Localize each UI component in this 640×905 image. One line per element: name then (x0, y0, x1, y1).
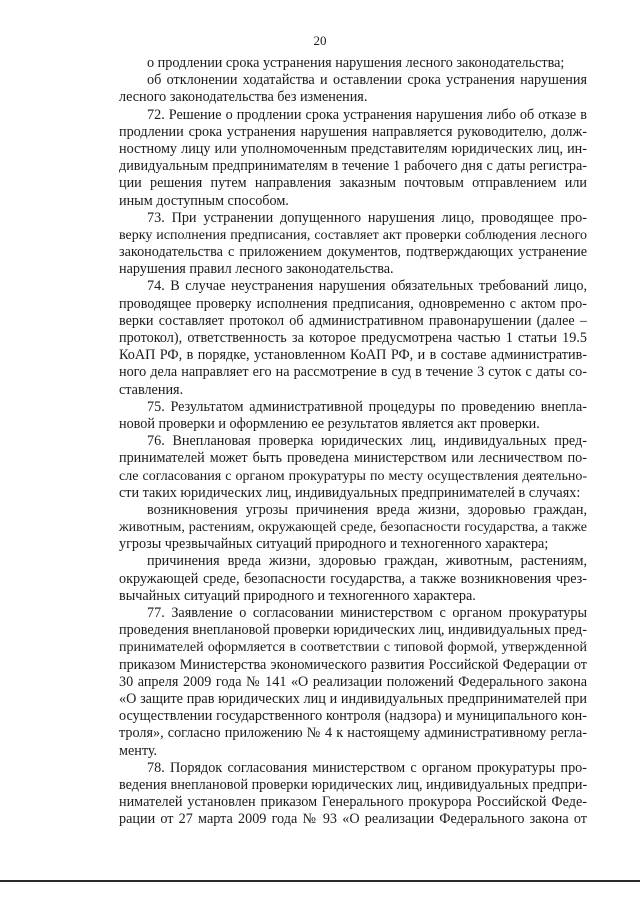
text-line: возникновения угрозы причинения вреда жизни, здоровью граждан, (147, 501, 587, 518)
text-line: КоАП РФ, в порядке, установленном КоАП РФ, и в составе административ- (119, 347, 587, 364)
text-line: об отклонении ходатайства и оставлении срока устранения нарушения (147, 72, 587, 89)
text-line: продлении срока устранения нарушения направляется руководителю, долж- (119, 123, 587, 140)
text-line: животным, растениям, окружающей среде, безопасности государства, а также (119, 520, 587, 536)
text-line: 78. Порядок согласования министерством с органом прокуратуры про- (147, 759, 587, 776)
text-line: 74. В случае неустранения нарушения обязательных требований лицо, (147, 278, 587, 295)
text-line: 76. Внеплановая проверка юридических лиц, индивидуальных пред- (147, 433, 587, 450)
text-line: иным доступным способом. (119, 192, 289, 209)
text-line: законодательства с приложением документов, подтверждающих устранение (119, 244, 587, 261)
text-line: протокол), ответственность за которое предусмотрена частью 1 статьи 19.5 (119, 330, 587, 346)
text-line: 73. При устранении допущенного нарушения лицо, проводящее про- (147, 209, 587, 226)
text-line: принимателей может быть проведена министерством или лесничеством по- (119, 450, 587, 467)
text-line: ведения внеплановой проверки юридических лиц, индивидуальных предпри- (119, 776, 588, 793)
text-line: 30 апреля 2009 года № 141 «О реализации положений Федерального закона (119, 673, 587, 690)
text-line: 77. Заявление о согласовании министерством с органом прокуратуры (147, 605, 587, 621)
text-line: проведения внеплановой проверки юридических лиц, индивидуальных пред- (119, 622, 587, 639)
text-line: лесного законодательства без изменения. (119, 89, 368, 106)
text-line: нимателей установлен приказом Генерального прокурора Российской Феде- (119, 794, 587, 811)
document-body (119, 55, 587, 828)
bottom-rule (0, 880, 640, 882)
text-line: сти таких юридических лиц, индивидуальных предпринимателей в случаях: (119, 484, 581, 501)
text-line: верки составляет протокол об административном правонарушении (далее – (119, 312, 587, 329)
text-line: принимателей оформляется в соответствии с типовой формой, утвержденной (119, 640, 587, 656)
text-line: новой проверки и оформлению ее результатов является акт проверки. (119, 415, 540, 432)
text-line: 75. Результатом административной процедуры по проведению внепла- (147, 398, 587, 415)
text-line: о продлении срока устранения нарушения лесного законодательства; (147, 55, 565, 71)
text-line: 72. Решение о продлении срока устранения нарушения либо об отказе в (147, 106, 587, 123)
text-line: окружающей среде, безопасности государства, а также возникновения чрез- (119, 570, 587, 587)
text-line: «О защите прав юридических лиц и индивидуальных предпринимателей при (119, 690, 587, 707)
text-line: дивидуальным предпринимателям в течение 1 рабочего дня с даты регистра- (119, 158, 587, 175)
text-line: менту. (119, 742, 158, 759)
text-line: осуществлении государственного контроля (надзора) и муниципального кон- (119, 708, 587, 725)
text-line: нарушения правил лесного законодательства. (119, 261, 394, 278)
text-line: ции решения путем направления заказным почтовым отправлением или (119, 175, 587, 192)
text-line: вычайных ситуаций природного и техногенного характера. (119, 587, 476, 604)
text-line: троля», согласно приложению № 4 к настоящему административному регла- (119, 725, 587, 742)
text-line: причинения вреда жизни, здоровью граждан, животным, растениям, (147, 553, 587, 570)
text-line: рации от 27 марта 2009 года № 93 «О реализации Федерального закона от (119, 811, 587, 828)
text-line: верку исполнения предписания, составляет акт проверки соблюдения лесного (119, 227, 587, 243)
page-number: 20 (313, 33, 327, 48)
text-line: проводящее проверку исполнения предписания, одновременно с актом про- (119, 295, 587, 312)
text-line: ставления. (119, 381, 184, 398)
text-line: ного дела направляет его на рассмотрение в суд в течение 3 суток с даты со- (119, 364, 587, 381)
text-line: приказом Министерства экономического развития Российской Федерации от (119, 656, 587, 673)
text-line: сле согласования с органом прокуратуры по месту осуществления деятельно- (119, 468, 587, 484)
text-line: угрозы чрезвычайных ситуаций природного и техногенного характера; (119, 536, 549, 553)
text-line: ностному лицу или уполномоченным представителям юридических лиц, ин- (119, 140, 587, 157)
